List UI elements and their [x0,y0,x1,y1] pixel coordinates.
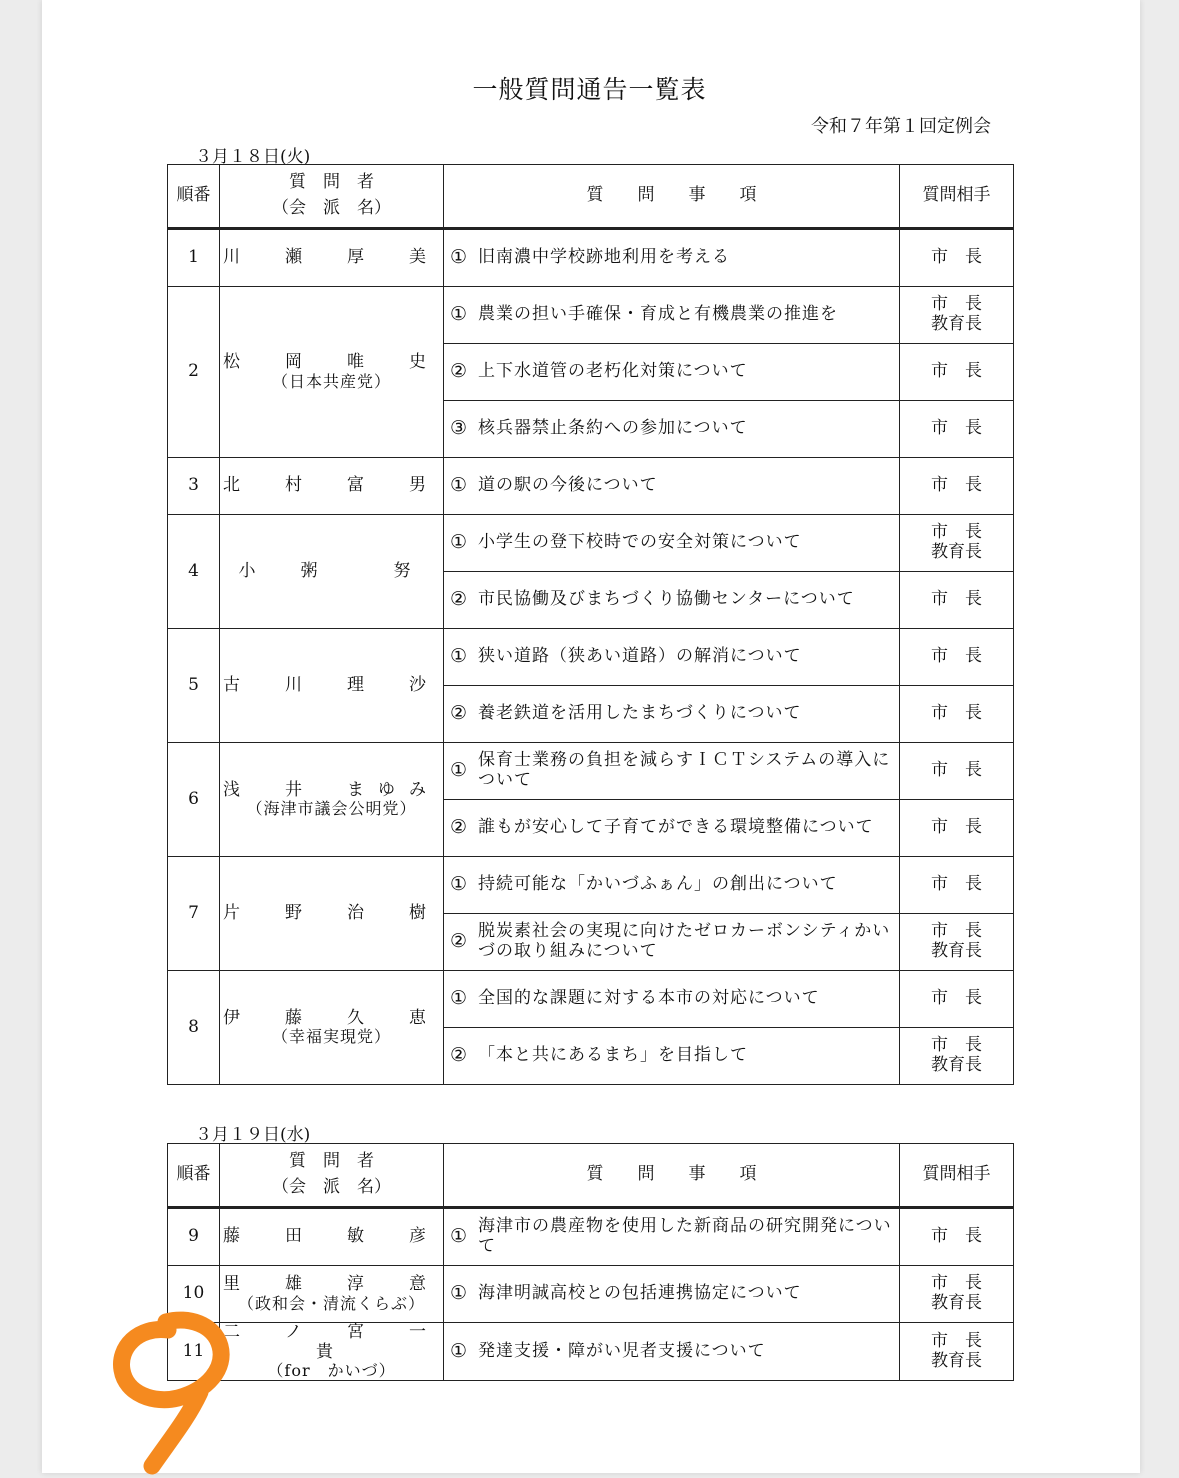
party-name: （for かいづ） [267,1361,396,1381]
header-order: 順番 [168,165,220,229]
questioner-cell [220,743,444,857]
questioner-name: 里 雄 淳 意 [223,1274,440,1295]
session-label: 令和７年第１回定例会 [811,116,991,137]
questioner-cell [220,971,444,1085]
questioner-name: 浅 井 まゆみ [223,779,440,800]
order-number: 2 [168,287,220,458]
topic-cell: ① 狭い道路（狭あい道路）の解消について [444,629,900,686]
document-title: 一般質問通告一覧表 [472,75,707,104]
questioner-name: 川 瀬 厚 美 [223,247,440,268]
respondent-cell: 市 長 [900,229,1014,287]
party-name: （政和会・清流くらぶ） [237,1293,425,1313]
header-topic: 質 問 事 項 [444,1144,900,1208]
topic-cell: ① 海津明誠高校との包括連携協定について [444,1266,900,1323]
topic-cell: ① 旧南濃中学校跡地利用を考える [444,229,900,287]
table-row [168,971,1014,1028]
header-questioner: 質 問 者 （会 派 名） [220,1144,444,1208]
question-table-day1 [167,164,1014,1085]
question-table-day2 [167,1143,1014,1381]
party-name: （海津市議会公明党） [246,799,417,819]
topic-cell: ① 全国的な課題に対する本市の対応について [444,971,900,1028]
table-row [168,1208,1014,1266]
respondent-cell: 市 長 [900,857,1014,914]
questioner-name: 片 野 治 樹 [223,902,440,923]
topic-cell: ③ 核兵器禁止条約への参加について [444,401,900,458]
questioner-name: 二 ノ 宮 一 貴 [223,1322,471,1362]
questioner-name: 伊 藤 久 恵 [223,1007,440,1028]
order-number: 11 [168,1323,220,1381]
order-number: 5 [168,629,220,743]
table-row [168,287,1014,344]
topic-cell: ② 脱炭素社会の実現に向けたゼロカーボンシティかいづの取り組みについて [444,914,900,971]
topic-cell: ① 発達支援・障がい児者支援について [444,1323,900,1381]
questioner-cell [220,1266,444,1323]
table-row [168,1266,1014,1323]
respondent-cell: 市 長 [900,800,1014,857]
table-header [168,165,1014,229]
order-number: 3 [168,458,220,515]
header-respondent: 質問相手 [900,1144,1014,1208]
topic-cell: ② 誰もが安心して子育てができる環境整備について [444,800,900,857]
table-row [168,515,1014,572]
header-questioner: 質 問 者 （会 派 名） [220,165,444,229]
topic-cell: ① 小学生の登下校時での安全対策について [444,515,900,572]
table-row [168,1323,1014,1381]
topic-cell: ② 「本と共にあるまち」を目指して [444,1028,900,1085]
respondent-cell: 市 長 [900,971,1014,1028]
questioner-name: 松 岡 唯 史 [223,352,440,373]
order-number: 6 [168,743,220,857]
questioner-cell [220,287,444,458]
topic-cell: ① 持続可能な「かいづふぁん」の創出について [444,857,900,914]
questioner-cell [220,1208,444,1266]
topic-cell: ① 農業の担い手確保・育成と有機農業の推進を [444,287,900,344]
respondent-cell: 市 長 [900,743,1014,800]
topic-cell: ② 養老鉄道を活用したまちづくりについて [444,686,900,743]
respondent-cell: 市 長 [900,401,1014,458]
questioner-cell [220,857,444,971]
respondent-cell: 市 長 [900,344,1014,401]
topic-cell: ② 上下水道管の老朽化対策について [444,344,900,401]
questioner-cell [220,1322,471,1381]
respondent-cell: 市 長 教育長 [900,1323,1014,1381]
questioner-cell [220,229,444,287]
questioner-cell [220,515,444,629]
respondent-cell: 市 長 教育長 [900,1028,1014,1085]
questioner-name: 小 粥 努 [238,560,425,581]
order-number: 9 [168,1208,220,1266]
order-number: 7 [168,857,220,971]
header-respondent: 質問相手 [900,165,1014,229]
order-number: 10 [168,1266,220,1323]
date-label-day2: ３月１９日(水) [195,1125,311,1145]
respondent-cell: 市 長 教育長 [900,515,1014,572]
respondent-cell: 市 長 教育長 [900,914,1014,971]
order-number: 4 [168,515,220,629]
table-row [168,743,1014,800]
topic-cell: ① 道の駅の今後について [444,458,900,515]
respondent-cell: 市 長 [900,1208,1014,1266]
respondent-cell: 市 長 [900,686,1014,743]
table-header [168,1144,1014,1208]
table-row [168,629,1014,686]
header-topic: 質 問 事 項 [444,165,900,229]
table-row [168,857,1014,914]
table-row [168,229,1014,287]
topic-cell: ② 市民協働及びまちづくり協働センターについて [444,572,900,629]
order-number: 1 [168,229,220,287]
questioner-name: 古 川 理 沙 [223,674,440,695]
topic-cell: ① 海津市の農産物を使用した新商品の研究開発について [444,1208,900,1266]
header-order: 順番 [168,1144,220,1208]
questioner-name: 藤 田 敏 彦 [223,1226,440,1247]
questioner-cell [220,629,444,743]
respondent-cell: 市 長 [900,629,1014,686]
date-label-day1: ３月１８日(火) [195,147,311,167]
respondent-cell: 市 長 [900,458,1014,515]
order-number: 8 [168,971,220,1085]
respondent-cell: 市 長 教育長 [900,1266,1014,1323]
questioner-name: 北 村 富 男 [223,475,440,496]
respondent-cell: 市 長 教育長 [900,287,1014,344]
party-name: （日本共産党） [271,371,391,391]
party-name: （幸福実現党） [271,1027,391,1047]
table-row [168,458,1014,515]
questioner-cell [220,458,444,515]
topic-cell: ① 保育士業務の負担を減らすＩＣＴシステムの導入について [444,743,900,800]
respondent-cell: 市 長 [900,572,1014,629]
